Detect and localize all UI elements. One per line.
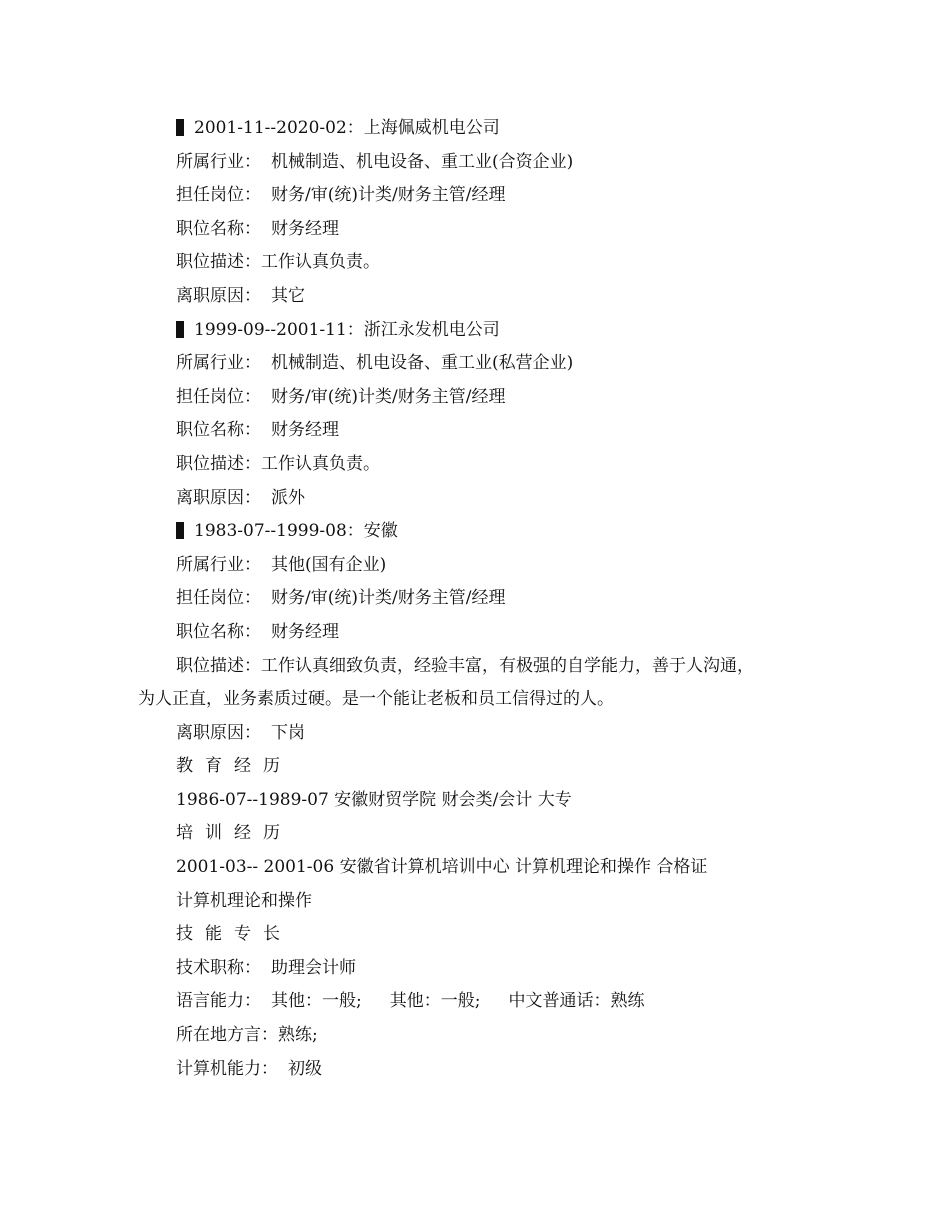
dialect: 所在地方言：熟练;	[176, 1025, 318, 1046]
bullet-icon	[176, 119, 184, 136]
education-entry: 1986-07--1989-07 安徽财贸学院 财会类/会计 大专	[176, 789, 572, 810]
job-desc	[0, 650, 950, 684]
field-value: 下岗	[271, 722, 305, 743]
training-heading: 培训经历	[176, 823, 292, 844]
field-label: 离职原因：	[176, 285, 261, 306]
field-label: 语言能力：	[176, 991, 261, 1012]
field-label: 计算机能力：	[176, 1058, 278, 1079]
field-label: 职位描述：	[176, 655, 261, 676]
job-header	[0, 515, 950, 549]
job-header-text: 1983-07--1999-08：安徽	[194, 521, 398, 542]
job-title	[0, 616, 950, 650]
job-title	[0, 213, 950, 247]
field-value: 其他(国有企业)	[271, 554, 387, 575]
job-post	[0, 179, 950, 213]
job-post	[0, 381, 950, 415]
bullet-icon	[176, 522, 184, 539]
field-value: 工作认真负责。	[261, 453, 380, 474]
field-value: 初级	[288, 1058, 322, 1079]
field-value: 财务经理	[271, 218, 339, 239]
field-value: 机械制造、机电设备、重工业(合资企业)	[271, 151, 574, 172]
field-value: 机械制造、机电设备、重工业(私营企业)	[271, 353, 574, 374]
field-label: 职位名称：	[176, 218, 261, 239]
job-desc	[0, 448, 950, 482]
field-value: 财务/审(统)计类/财务主管/经理	[271, 185, 506, 206]
field-label: 所属行业：	[176, 353, 261, 374]
field-value: 其他：一般;	[271, 991, 362, 1012]
field-label: 职位名称：	[176, 621, 261, 642]
job-post	[0, 582, 950, 616]
training-entry: 2001-03-- 2001-06 安徽省计算机培训中心 计算机理论和操作 合格证	[176, 857, 708, 878]
field-value: 财务经理	[271, 621, 339, 642]
field-label: 担任岗位：	[176, 185, 261, 206]
field-value: 派外	[271, 487, 305, 508]
field-value: 财务经理	[271, 420, 339, 441]
field-label: 职位描述：	[176, 453, 261, 474]
job-industry	[0, 347, 950, 381]
job-leave-reason	[0, 280, 950, 314]
job-header-text: 2001-11--2020-02：上海佩威机电公司	[194, 118, 500, 138]
job-title	[0, 414, 950, 448]
education-heading: 教育经历	[176, 756, 292, 777]
field-value: 工作认真负责。	[261, 252, 380, 273]
job-desc-continued	[0, 683, 950, 717]
job-header-text: 1999-09--2001-11：浙江永发机电公司	[194, 319, 500, 340]
job-industry	[0, 146, 950, 180]
field-label: 技术职称：	[176, 957, 261, 978]
job-leave-reason	[0, 717, 950, 751]
field-value: 中文普通话：熟练	[508, 991, 645, 1012]
field-value: 为人正直，业务素质过硬。是一个能让老板和员工信得过的人。	[138, 689, 614, 710]
job-header	[0, 314, 950, 348]
job-header	[0, 112, 950, 146]
field-label: 所属行业：	[176, 151, 261, 172]
job-leave-reason	[0, 482, 950, 516]
field-value: 财务/审(统)计类/财务主管/经理	[271, 386, 506, 407]
skills-heading: 技能专长	[176, 924, 292, 945]
field-label: 担任岗位：	[176, 386, 261, 407]
job-industry	[0, 549, 950, 583]
field-label: 职位描述：	[176, 252, 261, 273]
field-label: 担任岗位：	[176, 588, 261, 609]
field-label: 职位名称：	[176, 420, 261, 441]
field-value: 财务/审(统)计类/财务主管/经理	[271, 588, 506, 609]
job-desc	[0, 246, 950, 280]
field-label: 离职原因：	[176, 722, 261, 743]
training-detail: 计算机理论和操作	[176, 890, 312, 911]
language-ability	[0, 985, 950, 1019]
field-label: 所属行业：	[176, 554, 261, 575]
field-value: 其它	[271, 285, 305, 306]
resume-page	[0, 112, 950, 1086]
field-value: 助理会计师	[271, 957, 356, 978]
field-value: 其他：一般;	[389, 991, 481, 1012]
field-value: 工作认真细致负责，经验丰富，有极强的自学能力，善于人沟通，	[261, 655, 754, 676]
bullet-icon	[176, 321, 184, 338]
tech-title	[0, 952, 950, 986]
computer-ability	[0, 1053, 950, 1087]
field-label: 离职原因：	[176, 487, 261, 508]
